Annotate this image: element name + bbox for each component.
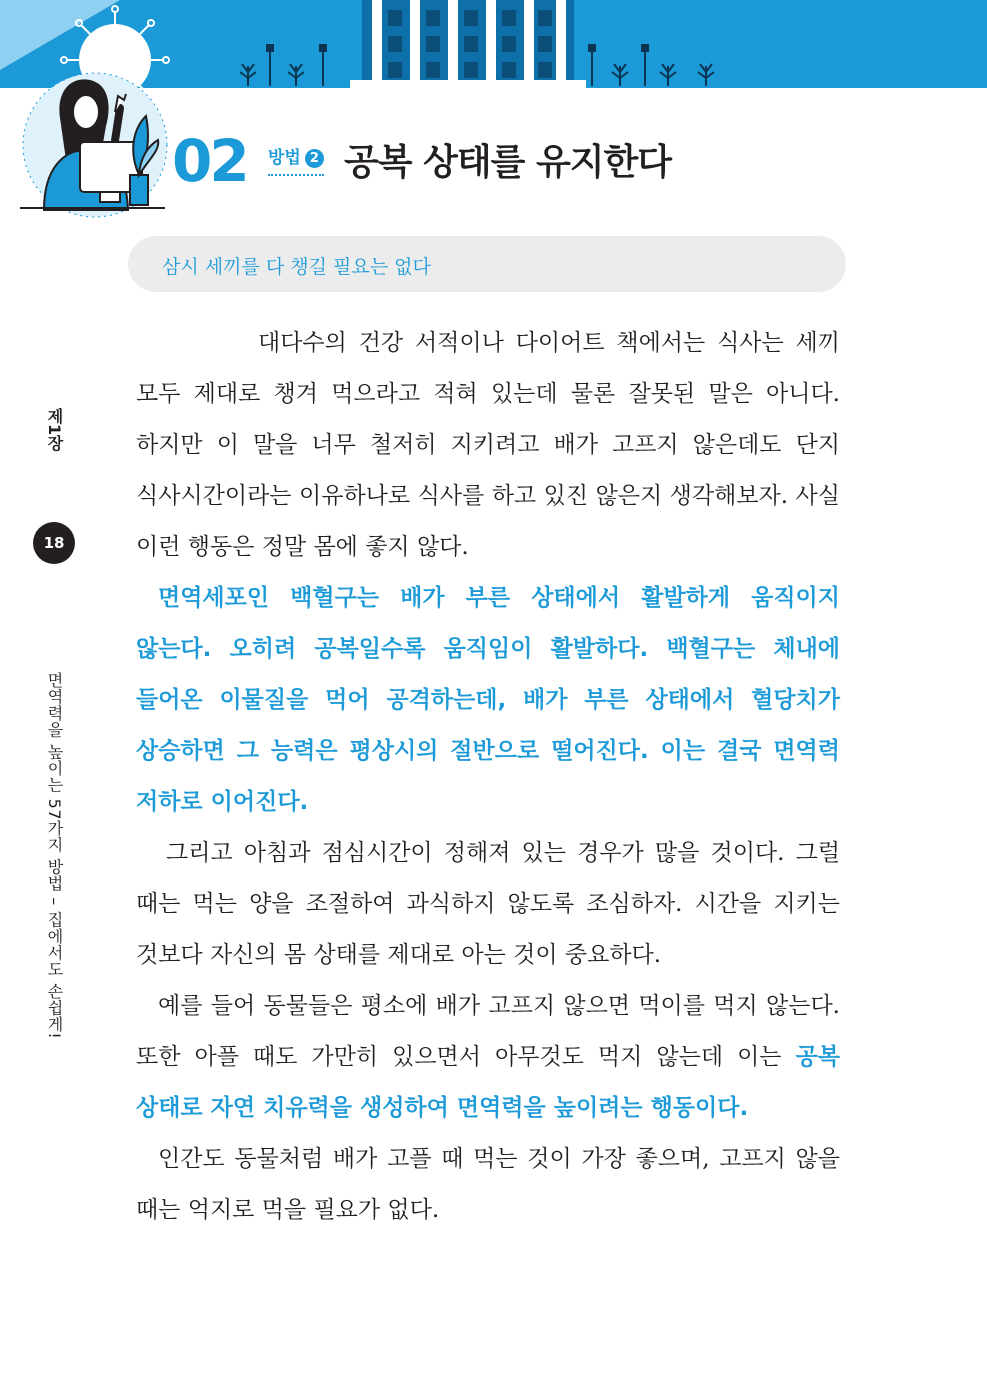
method-number-badge: 2 <box>305 149 324 168</box>
page-number: 18 <box>33 522 75 564</box>
section-title: 공복 상태를 유지한다 <box>344 142 672 183</box>
paragraph-text: 대다수의 건강 서적이나 다이어트 책에서는 식사는 세끼 모두 제대로 챙겨 먹으라고 적혀 있는데 물론 잘못된 말은 아니다. 하지만 이 말을 너무 철저히 지키려고 배가 고프지 않은데도 단지 식사시간이라는 이유하나로 식사를 하고 있진 않은지 생각해보자. 사실 이런 행동은 정말 몸에 좋지 않다. <box>136 330 840 560</box>
building-icon <box>350 0 586 88</box>
paragraph-text: 예를 들어 동물들은 평소에 배가 고프지 않으면 먹이를 먹지 않는다. 또한 아플 때도 가만히 있으면서 아무것도 먹지 않는데 이는 <box>136 993 840 1070</box>
highlighted-paragraph <box>136 573 840 828</box>
paragraph-text: 그리고 아침과 점심시간이 정해져 있는 경우가 많을 것이다. 그럴 때는 먹는 양을 조절하여 과식하지 않도록 조심하자. 시간을 지키는 것보다 자신의 몸 상태를 제대로 아는 것이 중요하다. <box>136 840 840 968</box>
method-label <box>268 143 324 176</box>
paragraph <box>136 828 840 981</box>
method-label-text: 방법 <box>268 148 301 168</box>
paragraph <box>136 1134 840 1236</box>
section-number: 02 <box>172 127 247 195</box>
paragraph-text: 인간도 동물처럼 배가 고플 때 먹는 것이 가장 좋으며, 고프지 않을 때는 억지로 먹을 필요가 없다. <box>136 1146 840 1223</box>
paragraph <box>136 981 840 1134</box>
paragraph <box>136 318 840 573</box>
subheading-text: 삼시 세끼를 다 챙길 필요는 없다 <box>162 256 431 278</box>
book-title: 면역력을 높이는 57가지 방법 – 집에서도 손쉽게! <box>45 672 64 1040</box>
paragraph-text: 면역세포인 백혈구는 배가 부른 상태에서 활발하게 움직이지 않는다. 오히려 공복일수록 움직임이 활발하다. 백혈구는 체내에 들어온 이물질을 먹어 공격하는데, 배가 부른 상태에서 혈당치가 상승하면 그 능력은 평상시의 절반으로 떨어진다. 이는 결국 면역력 저하로 이어진다. <box>136 585 840 815</box>
chapter-label: 제1장 <box>45 408 64 452</box>
body-text <box>136 318 840 1236</box>
highlighted-text: 공복 상태로 자연 치유력을 생성하여 면역력을 높이려는 행동이다. <box>136 1044 840 1121</box>
subheading-box <box>128 236 846 292</box>
